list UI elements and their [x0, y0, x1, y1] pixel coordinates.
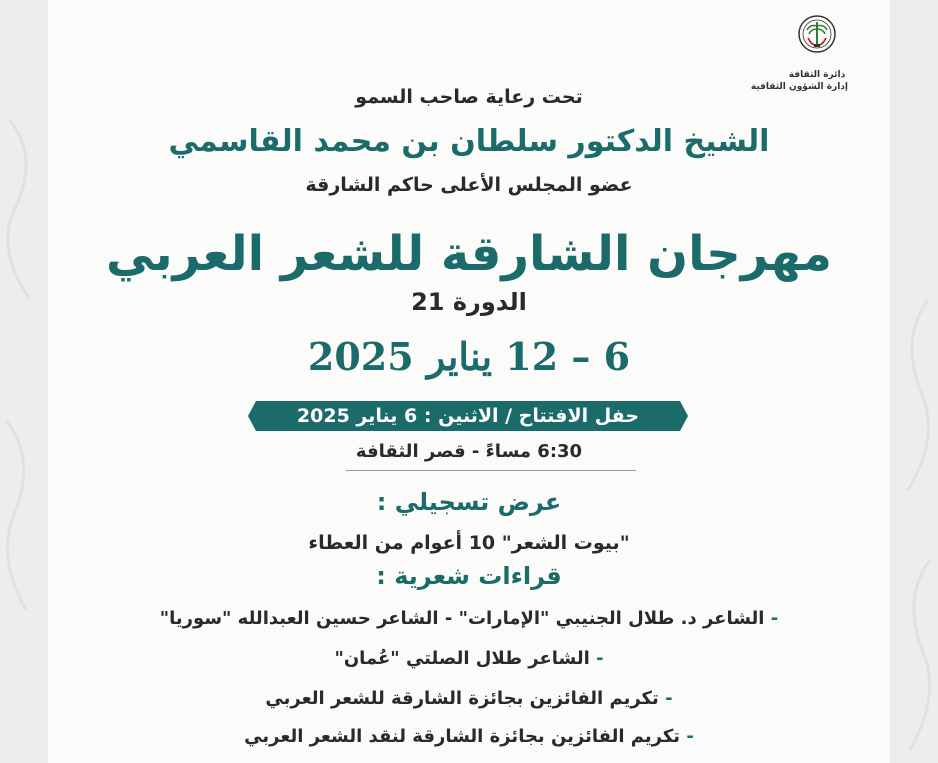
bullet-dash: - — [596, 648, 604, 669]
opening-banner: حفل الافتتاح / الاثنين : 6 يناير 2025 — [256, 401, 680, 431]
bullet-dash: - — [770, 608, 779, 629]
festival-dates: 6 – 12 يناير 2025 — [307, 334, 631, 379]
patronage-intro: تحت رعاية صاحب السمو — [355, 86, 583, 108]
program-item — [0, 688, 938, 709]
patron-title: عضو المجلس الأعلى حاكم الشارقة — [305, 174, 633, 196]
divider — [346, 470, 636, 471]
logo-subdepartment-name: إدارة الشؤون الثقافية — [750, 82, 848, 92]
program-item — [0, 726, 938, 747]
festival-title: مهرجان الشارقة للشعر العربي — [106, 226, 832, 282]
emblem-icon — [797, 14, 837, 54]
opening-time-venue: 6:30 مساءً - قصر الثقافة — [355, 441, 583, 462]
program-item-text: الشاعر د. طلال الجنيبي "الإمارات" - الشاعر حسين العبدالله "سوريا" — [159, 608, 765, 629]
banner-tail-right — [680, 401, 688, 431]
program-item-text: تكريم الفائزين بجائزة الشارقة لنقد الشعر العربي — [244, 726, 681, 747]
program-item — [0, 648, 938, 669]
program-item — [0, 608, 938, 629]
patron-name: الشيخ الدكتور سلطان بن محمد القاسمي — [168, 124, 770, 159]
banner-tail-left — [248, 401, 256, 431]
festival-edition: الدورة 21 — [411, 288, 527, 316]
section-heading-recorded: عرض تسجيلي : — [376, 488, 562, 516]
recorded-show-title: "بيوت الشعر" 10 أعوام من العطاء — [308, 532, 630, 554]
logo-department-name: دائرة الثقافة — [788, 70, 846, 80]
bullet-dash: - — [686, 726, 694, 747]
program-item-text: تكريم الفائزين بجائزة الشارقة للشعر العربي — [265, 688, 659, 709]
department-logo — [750, 14, 848, 92]
bullet-dash: - — [665, 688, 673, 709]
section-heading-readings: قراءات شعرية : — [376, 562, 562, 590]
program-item-text: الشاعر طلال الصلتي "عُمان" — [334, 648, 590, 669]
